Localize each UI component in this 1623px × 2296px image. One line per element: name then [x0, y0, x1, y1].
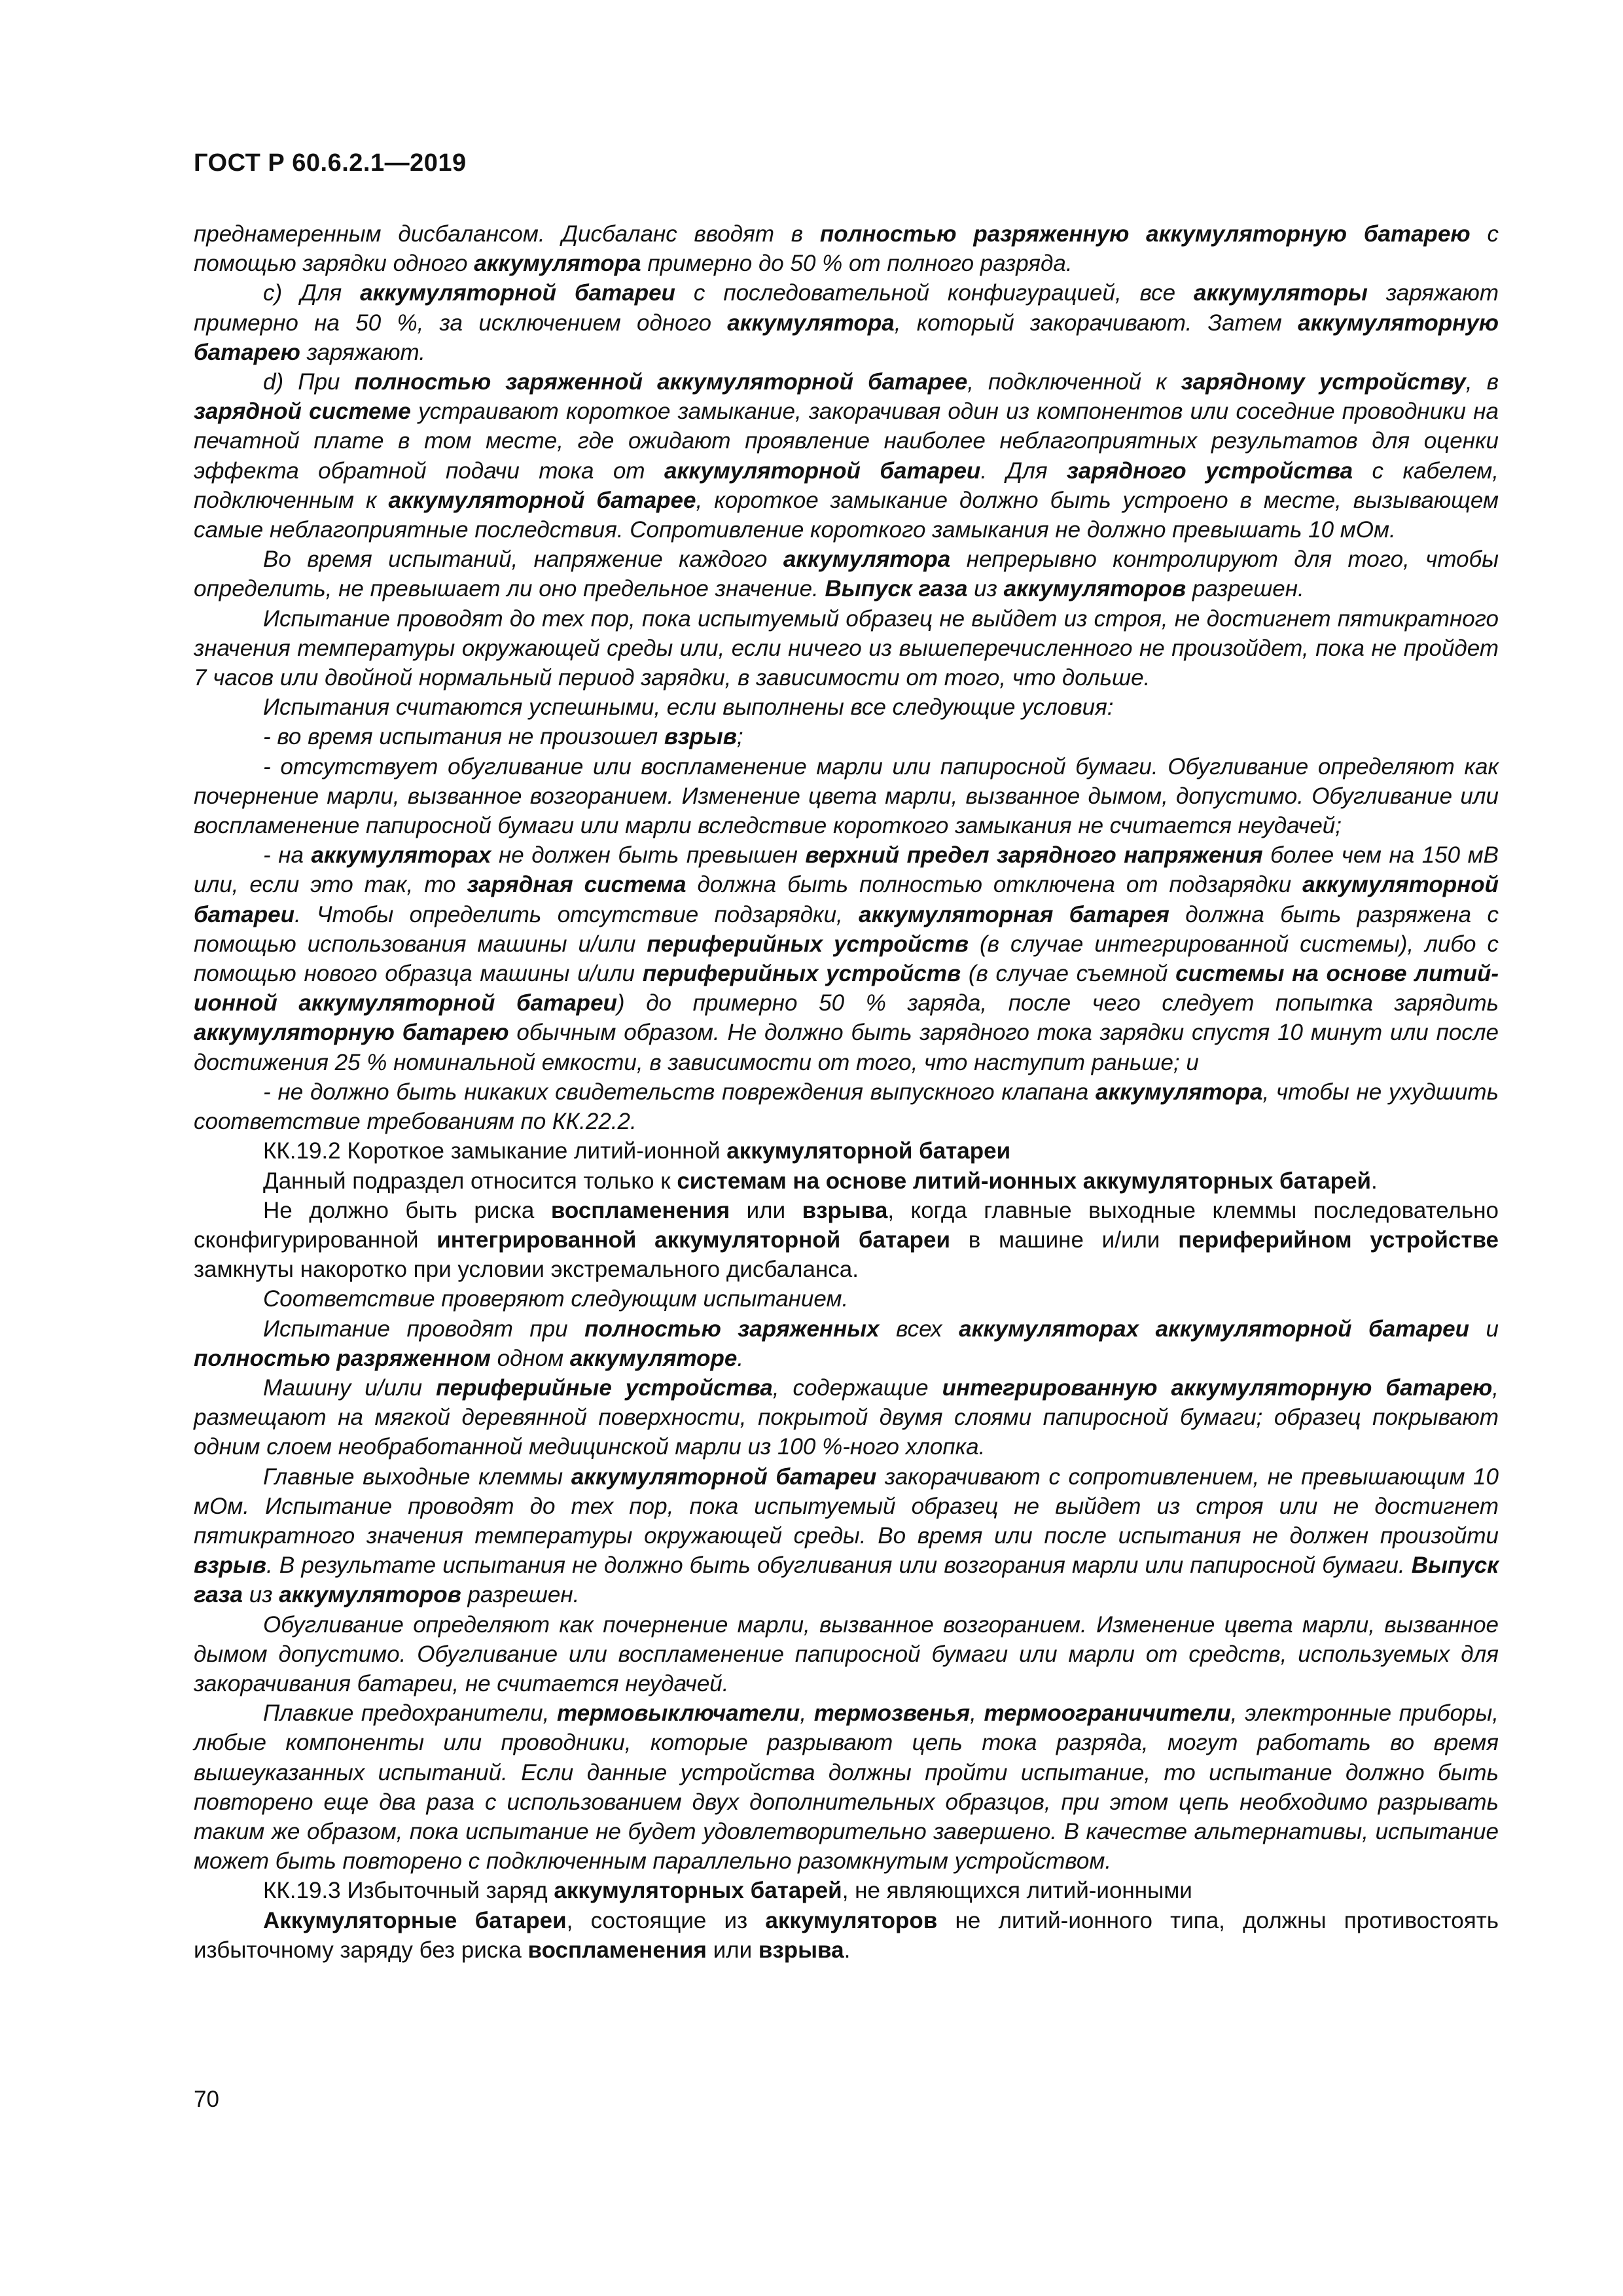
bold-term: взрыв	[194, 1552, 266, 1579]
bold-term: термоограничители	[984, 1700, 1231, 1727]
text-run: (в случае съемной	[961, 961, 1176, 987]
bold-term: взрыва	[758, 1937, 844, 1963]
paragraph	[194, 752, 1499, 841]
text-run: заряжают.	[300, 339, 426, 365]
paragraph	[194, 1314, 1499, 1373]
text-run: должна быть полностью отключена от подзарядки	[686, 872, 1303, 898]
text-run: . Для	[980, 457, 1067, 484]
text-run: ;	[736, 724, 743, 750]
text-run: Соответствие проверяют следующим испытанием.	[263, 1286, 849, 1312]
text-run: , чтобы не ухудшить соответствие требованиям по КК.22.2.	[194, 1079, 1499, 1135]
text-run: ,	[970, 1700, 984, 1727]
text-run: Испытания считаются успешными, если выполнены все следующие условия:	[263, 694, 1114, 721]
text-run: . В результате испытания не должно быть обугливания или возгорания марли или папиросной бумаги.	[266, 1552, 1412, 1579]
bold-term: аккумулятора	[783, 547, 951, 573]
bold-term: взрыв	[664, 724, 737, 750]
bold-term: термовыключатели	[556, 1700, 800, 1727]
text-run: не должен быть превышен	[491, 842, 806, 869]
text-run: и	[1469, 1316, 1499, 1342]
standard-code-header: ГОСТ Р 60.6.2.1—2019	[194, 149, 467, 177]
paragraph	[194, 1906, 1499, 1965]
text-run: должна быть разряжена с помощью использования машины и/или	[194, 901, 1499, 957]
bold-term: интегрированной аккумуляторной батареи	[437, 1227, 950, 1253]
text-run: с) Для	[263, 280, 361, 306]
text-run: - не должно быть никаких свидетельств повреждения выпускного клапана	[263, 1079, 1096, 1105]
text-run: из	[243, 1582, 279, 1608]
paragraph	[194, 278, 1499, 367]
bold-term: аккумулятора	[727, 310, 895, 336]
text-run: Испытание проводят до тех пор, пока испытуемый образец не выйдет из строя, не достигнет пятикратного значения температуры окружающей среды или, если ничего из вышеперечисленного не произойдет, пока не пройдет 7 часов или двойной нормальный период зарядки, в зависимости от того, что дольше.	[194, 605, 1499, 691]
text-run: - во время испытания не произошел	[263, 724, 664, 750]
bold-term: периферийном устройстве	[1178, 1227, 1499, 1253]
text-run: ) до примерно 50 % заряда, после чего следует попытка зарядить	[616, 990, 1499, 1016]
text-run: , не являющихся литий-ионными	[842, 1878, 1192, 1904]
text-run: с последовательной конфигурацией, все	[675, 280, 1194, 306]
bold-term: аккумуляторная батарея	[859, 901, 1169, 927]
text-run: разрешен.	[461, 1582, 580, 1608]
bold-term: аккумуляторной батареи	[726, 1138, 1011, 1164]
text-run: Машину и/или	[263, 1374, 437, 1401]
text-run: преднамеренным дисбалансом. Дисбаланс вводят в	[194, 221, 820, 247]
paragraph	[194, 1136, 1499, 1166]
text-run: , состоящие из	[566, 1907, 766, 1933]
paragraph	[194, 1284, 1499, 1314]
bold-term: зарядного устройства	[1067, 457, 1353, 484]
bold-term: полностью заряженных	[584, 1316, 880, 1342]
text-run: Не должно быть риска	[263, 1197, 551, 1223]
text-run: в машине и/или	[950, 1227, 1179, 1253]
text-run: разрешен.	[1186, 576, 1304, 602]
bold-term: системы на основе литий-ионной аккумуляторной батареи	[194, 961, 1499, 1016]
paragraph	[194, 840, 1499, 1077]
text-run: . Чтобы определить отсутствие подзарядки,	[294, 901, 859, 927]
bold-term: воспламенения	[527, 1937, 707, 1963]
bold-term: полностью разряженную аккумуляторную батарею	[819, 221, 1471, 247]
text-run: обычным образом. Не должно быть зарядного тока зарядки спустя 10 минут или после достижения 25 % номинальной емкости, в зависимости от того, что наступит раньше; и	[194, 1020, 1499, 1075]
text-run: непрерывно контролируют для того, чтобы определить, не превышает ли оно предельное значение.	[194, 547, 1499, 602]
bold-term: Выпуск газа	[825, 576, 968, 602]
text-run: с кабелем, подключенным к	[194, 457, 1499, 513]
bold-term: аккумуляторной батареи	[194, 872, 1499, 927]
text-run: , размещают на мягкой деревянной поверхности, покрытой двумя слоями папиросной бумаги; образец покрывают одним слоем необработанной медицинской марли из 100 %-ного хлопка.	[194, 1374, 1499, 1460]
bold-term: аккумуляторах аккумуляторной батареи	[959, 1316, 1469, 1342]
text-run: Обугливание определяют как почернение марли, вызванное возгоранием. Изменение цвета марли, вызванное дымом допустимо. Обугливание или воспламенение папиросной бумаги или марли от средств, используемых для закорачивания батареи, не считается неудачей.	[194, 1611, 1499, 1696]
bold-term: системам на основе литий-ионных аккумуляторных батарей	[677, 1168, 1372, 1194]
text-run: замкнуты накоротко при условии экстремального дисбаланса.	[194, 1257, 859, 1283]
text-run: d) При	[263, 369, 355, 395]
text-run: закорачивают с сопротивлением, не превышающим 10 мОм. Испытание проводят до тех пор, пока испытуемый образец не выйдет из строя или не достигнет пятикратного значения температуры окружающей среды. Во время или после испытания не должен произойти	[194, 1463, 1499, 1549]
bold-term: аккумуляторов	[1003, 576, 1186, 602]
bold-term: зарядному устройству	[1181, 369, 1466, 395]
text-run: заряжают примерно на 50 %, за исключением одного	[194, 280, 1499, 336]
bold-term: воспламенения	[550, 1197, 730, 1223]
text-run: всех	[879, 1316, 959, 1342]
text-run: .	[844, 1937, 851, 1963]
text-run: одном	[490, 1345, 570, 1371]
text-run: примерно до 50 % от полного разряда.	[641, 251, 1073, 277]
bold-term: аккумуляторах	[311, 842, 491, 869]
text-run: ,	[800, 1700, 814, 1727]
text-run: , содержащие	[772, 1374, 942, 1401]
text-run: Испытание проводят при	[263, 1316, 585, 1342]
bold-term: зарядной системе	[194, 399, 411, 425]
bold-term: Аккумуляторные батареи	[263, 1907, 567, 1933]
paragraph	[194, 604, 1499, 693]
text-run: .	[1371, 1168, 1378, 1194]
text-run: - отсутствует обугливание или воспламенение марли или папиросной бумаги. Обугливание определяют как почернение марли, вызванное возгоранием. Изменение цвета марли, вызванное дымом, допустимо. Обугливание или воспламенение папиросной бумаги или марли вследствие короткого замыкания не считается неудачей;	[194, 753, 1499, 839]
paragraph	[194, 367, 1499, 545]
text-run: , в	[1465, 369, 1499, 395]
paragraph	[194, 1698, 1499, 1876]
document-body	[194, 219, 1499, 1965]
text-run: КК.19.2 Короткое замыкание литий-ионной	[263, 1138, 727, 1164]
text-run: Во время испытаний, напряжение каждого	[263, 547, 783, 573]
text-run: КК.19.3 Избыточный заряд	[263, 1878, 554, 1904]
bold-term: аккумулятора	[474, 251, 641, 277]
paragraph	[194, 1876, 1499, 1905]
bold-term: аккумуляторе	[569, 1345, 738, 1371]
text-run: более чем на 150 мВ или, если это так, то	[194, 842, 1499, 898]
text-run: (в случае интегрированной системы), либо с помощью нового образца машины и/или	[194, 931, 1499, 987]
text-run: или	[730, 1197, 802, 1223]
text-run: , электронные приборы, любые компоненты или проводники, которые разрывают цепь тока разряда, могут работать во время вышеуказанных испытаний. Если данные устройства должны пройти испытание, то испытание должно быть повторено еще два раза с использованием двух дополнительных образцов, при этом цепь необходимо разрывать таким же образом, пока испытание не будет удовлетворительно завершено. В качестве альтернативы, испытание может быть повторено с подключенным параллельно разомкнутым устройством.	[194, 1700, 1499, 1874]
text-run: устраивают короткое замыкание, закорачивая один из компонентов или соседние проводники на печатной плате в том месте, где ожидают проявление наиболее неблагоприятных результатов для оценки эффекта обратной подачи тока от	[194, 399, 1499, 484]
text-run: Плавкие предохранители,	[263, 1700, 557, 1727]
bold-term: взрыва	[802, 1197, 888, 1223]
bold-term: аккумуляторную батарею	[194, 310, 1499, 365]
text-run: - на	[263, 842, 312, 869]
bold-term: аккумуляторов	[279, 1582, 461, 1608]
text-run: , подключенной к	[967, 369, 1181, 395]
text-run: или	[706, 1937, 758, 1963]
bold-term: аккумуляторы	[1194, 280, 1368, 306]
text-run: из	[967, 576, 1004, 602]
paragraph	[194, 1196, 1499, 1285]
text-run: Главные выходные клеммы	[263, 1463, 571, 1490]
bold-term: верхний предел зарядного напряжения	[805, 842, 1263, 869]
paragraph	[194, 722, 1499, 751]
paragraph	[194, 1166, 1499, 1196]
bold-term: аккумуляторов	[765, 1907, 938, 1933]
text-run: не литий-ионного типа, должны противостоять избыточному заряду без риска	[194, 1907, 1499, 1963]
bold-term: Выпуск газа	[194, 1552, 1499, 1608]
bold-term: периферийных устройств	[642, 961, 961, 987]
bold-term: аккумулятора	[1095, 1079, 1263, 1105]
text-run: , который закорачивают. Затем	[894, 310, 1298, 336]
bold-term: полностью заряженной аккумуляторной батарее	[354, 369, 968, 395]
text-run: , когда главные выходные клеммы последовательно сконфигурированной	[194, 1197, 1499, 1253]
text-run: с помощью зарядки одного	[194, 221, 1499, 277]
bold-term: интегрированную аккумуляторную батарею	[942, 1374, 1493, 1401]
bold-term: аккумуляторной батарее	[388, 487, 696, 513]
bold-term: аккумуляторной батареи	[571, 1463, 877, 1490]
bold-term: термозвенья	[813, 1700, 971, 1727]
paragraph	[194, 219, 1499, 278]
paragraph	[194, 545, 1499, 603]
text-run: .	[737, 1345, 744, 1371]
page-number: 70	[194, 2087, 219, 2112]
bold-term: аккумуляторную батарею	[194, 1020, 509, 1046]
paragraph	[194, 1462, 1499, 1610]
bold-term: аккумуляторной батареи	[664, 457, 981, 484]
text-run: Данный подраздел относится только к	[263, 1168, 677, 1194]
text-run: , короткое замыкание должно быть устроено в месте, вызывающем самые неблагоприятные последствия. Сопротивление короткого замыкания не должно превышать 10 мОм.	[194, 487, 1499, 543]
paragraph	[194, 692, 1499, 722]
paragraph	[194, 1610, 1499, 1699]
paragraph	[194, 1077, 1499, 1136]
bold-term: полностью разряженном	[194, 1345, 491, 1371]
bold-term: периферийные устройства	[436, 1374, 773, 1401]
bold-term: аккумуляторной батареи	[360, 280, 675, 306]
bold-term: зарядная система	[467, 872, 687, 898]
bold-term: аккумуляторных батарей	[554, 1878, 842, 1904]
paragraph	[194, 1373, 1499, 1462]
bold-term: периферийных устройств	[647, 931, 969, 957]
